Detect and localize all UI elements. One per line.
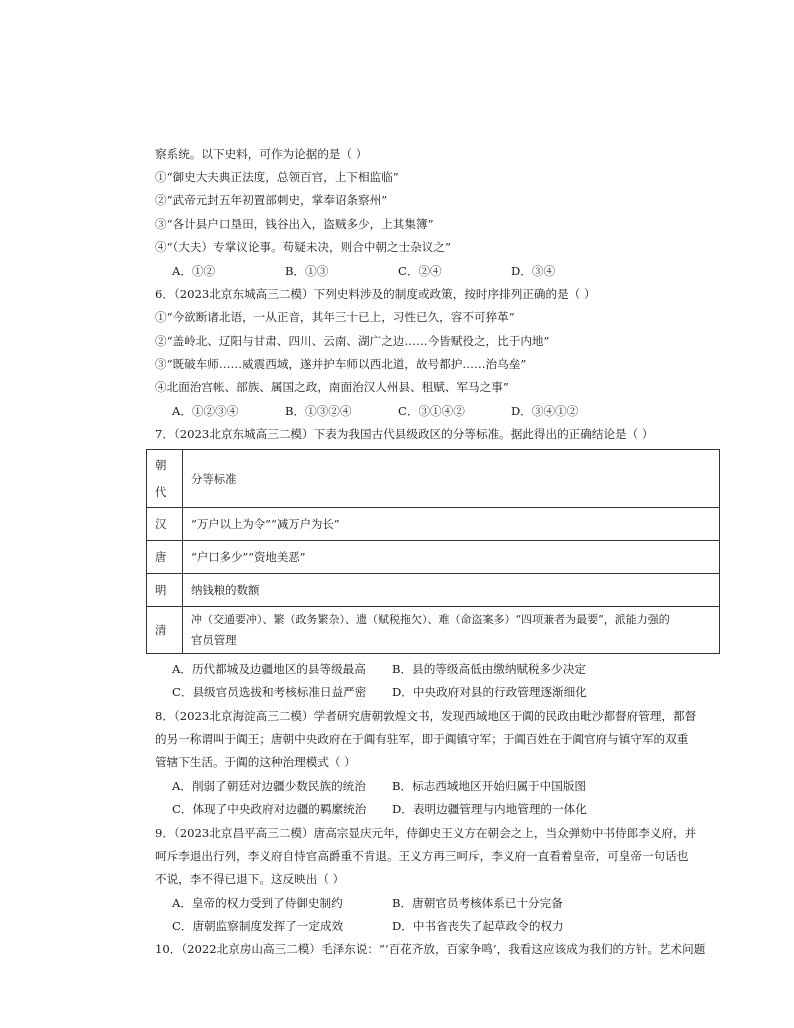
q8-stem-line: 8．（2023北京海淀高三二模）学者研究唐朝敦煌文书，发现西域地区于阗的民政由毗沙都督府管理，都督 [155, 709, 697, 723]
table-row [147, 607, 720, 654]
q9-stem-line: 9．（2023北京昌平高三二模）唐高宗显庆元年，侍御史王义方在朝会之上，当众弹劾中书侍郎李义府，并 [155, 826, 697, 840]
header-dynasty-char: 朝 [155, 457, 167, 472]
q7-option-c: C．县级官员选拔和考核标准日益严密 [172, 685, 367, 699]
q6-option-a: A．①②③④ [172, 404, 239, 418]
standard-cell [183, 607, 720, 654]
table-row [147, 574, 720, 607]
q8-options-row-2 [172, 801, 587, 817]
q6-option-b: B．①③②④ [285, 404, 352, 418]
q8-options-row-1 [172, 778, 586, 794]
q5-option-a: A．①② [172, 264, 216, 278]
q8-stem-line: 管辖下生活。于阗的这种治理模式（ ） [155, 755, 356, 769]
dynasty-cell: 清 [147, 607, 183, 654]
q5-option-b: B．①③ [285, 264, 329, 278]
q5-options [172, 263, 555, 279]
q6-source-1: ①“今欲断诸北语，一从正音，其年三十已上，习性已久，容不可猝革” [155, 310, 515, 324]
q7-option-a: A．历代都城及边疆地区的县等级最高 [172, 662, 366, 676]
q7-option-d: D．中央政府对县的行政管理逐渐细化 [392, 685, 587, 699]
county-grading-table [146, 449, 720, 654]
q5-source-4: ④“（大夫）专掌议论事。苟疑未决，则合中朝之士杂议之” [155, 240, 451, 254]
q7-options-row-2 [172, 684, 587, 700]
header-dynasty-cell [147, 450, 183, 508]
q5-stem-line: 察系统。以下史料，可作为论据的是（ ） [155, 147, 368, 161]
q7-stem: 7．（2023北京东城高三二模）下表为我国古代县级政区的分等标准。据此得出的正确结论是（ ） [155, 427, 654, 441]
q6-options [172, 403, 578, 419]
q5-source-1: ①“御史大夫典正法度，总领百官，上下相监临” [155, 170, 399, 184]
header-dynasty-char: 代 [155, 484, 167, 499]
dynasty-cell: 明 [147, 574, 183, 607]
q9-options-row-1 [172, 895, 563, 911]
q6-stem: 6．（2023北京东城高三二模）下列史料涉及的制度或政策，按时序排列正确的是（ ） [155, 287, 596, 301]
dynasty-cell: 汉 [147, 508, 183, 541]
header-standard-cell: 分等标准 [183, 450, 720, 508]
q10-stem-line: 10．（2022北京房山高三二模）毛泽东说：“‘百花齐放，百家争鸣’，我看这应该成为我们的方针。艺术问题 [155, 942, 706, 956]
q7-options-row-1 [172, 661, 586, 677]
q6-source-2: ②“盖岭北、辽阳与甘肃、四川、云南、湖广之边……今皆赋役之，比于内地” [155, 334, 550, 348]
standard-line: 冲（交通要冲）、繁（政务繁杂）、遗（赋税拖欠）、难（命盗案多）“四项兼者为最要”，派能力强的 [191, 613, 670, 626]
q6-source-3: ③“既破车师……威震西域，遂并护车师以西北道，故号都护……治乌垒” [155, 357, 527, 371]
q9-stem-line: 不说，李不得已退下。这反映出（ ） [155, 872, 345, 886]
q5-source-3: ③“各计县户口垦田，钱谷出入，盗贼多少，上其集簿” [155, 217, 434, 231]
standard-line: 官员管理 [191, 633, 237, 647]
standard-cell: “万户以上为令”“减万户为长” [183, 508, 720, 541]
q9-option-b: B．唐朝官员考核体系已十分完备 [392, 896, 563, 910]
q9-option-a: A．皇帝的权力受到了侍御史制约 [172, 896, 343, 910]
q5-option-d: D．③④ [511, 264, 556, 278]
table-header-row [147, 450, 720, 508]
q9-stem-line: 呵斥李退出行列，李义府自恃官高爵重不肯退。王义方再三呵斥，李义府一直看着皇帝，可皇帝一句话也 [155, 849, 689, 863]
q9-options-row-2 [172, 918, 564, 934]
dynasty-cell: 唐 [147, 541, 183, 574]
q9-option-c: C．唐朝监察制度发挥了一定成效 [172, 919, 344, 933]
q6-option-c: C．③①④② [398, 404, 465, 418]
q6-option-d: D．③④①② [511, 404, 579, 418]
q9-option-d: D．中书省丧失了起草政令的权力 [392, 919, 564, 933]
table-row [147, 508, 720, 541]
q8-option-d: D．表明边疆管理与内地管理的一体化 [392, 802, 587, 816]
q8-stem-line: 的另一称谓叫于阗王；唐朝中央政府在于阗有驻军，即于阗镇守军；于阗百姓在于阗官府与镇守军的双重 [155, 732, 689, 746]
q8-option-c: C．体现了中央政府对边疆的羁縻统治 [172, 802, 367, 816]
q8-option-a: A．削弱了朝廷对边疆少数民族的统治 [172, 779, 366, 793]
q7-option-b: B．县的等级高低由缴纳赋税多少决定 [392, 662, 587, 676]
q8-option-b: B．标志西域地区开始归属于中国版图 [392, 779, 587, 793]
table-row [147, 541, 720, 574]
q5-option-c: C．②④ [398, 264, 442, 278]
q5-source-2: ②“武帝元封五年初置部刺史，掌奉诏条察州” [155, 193, 388, 207]
standard-cell: “户口多少”“资地美恶” [183, 541, 720, 574]
q6-source-4: ④北面治宫帐、部族、属国之政，南面治汉人州县、租赋、军马之事” [155, 380, 509, 394]
standard-cell: 纳钱粮的数额 [183, 574, 720, 607]
